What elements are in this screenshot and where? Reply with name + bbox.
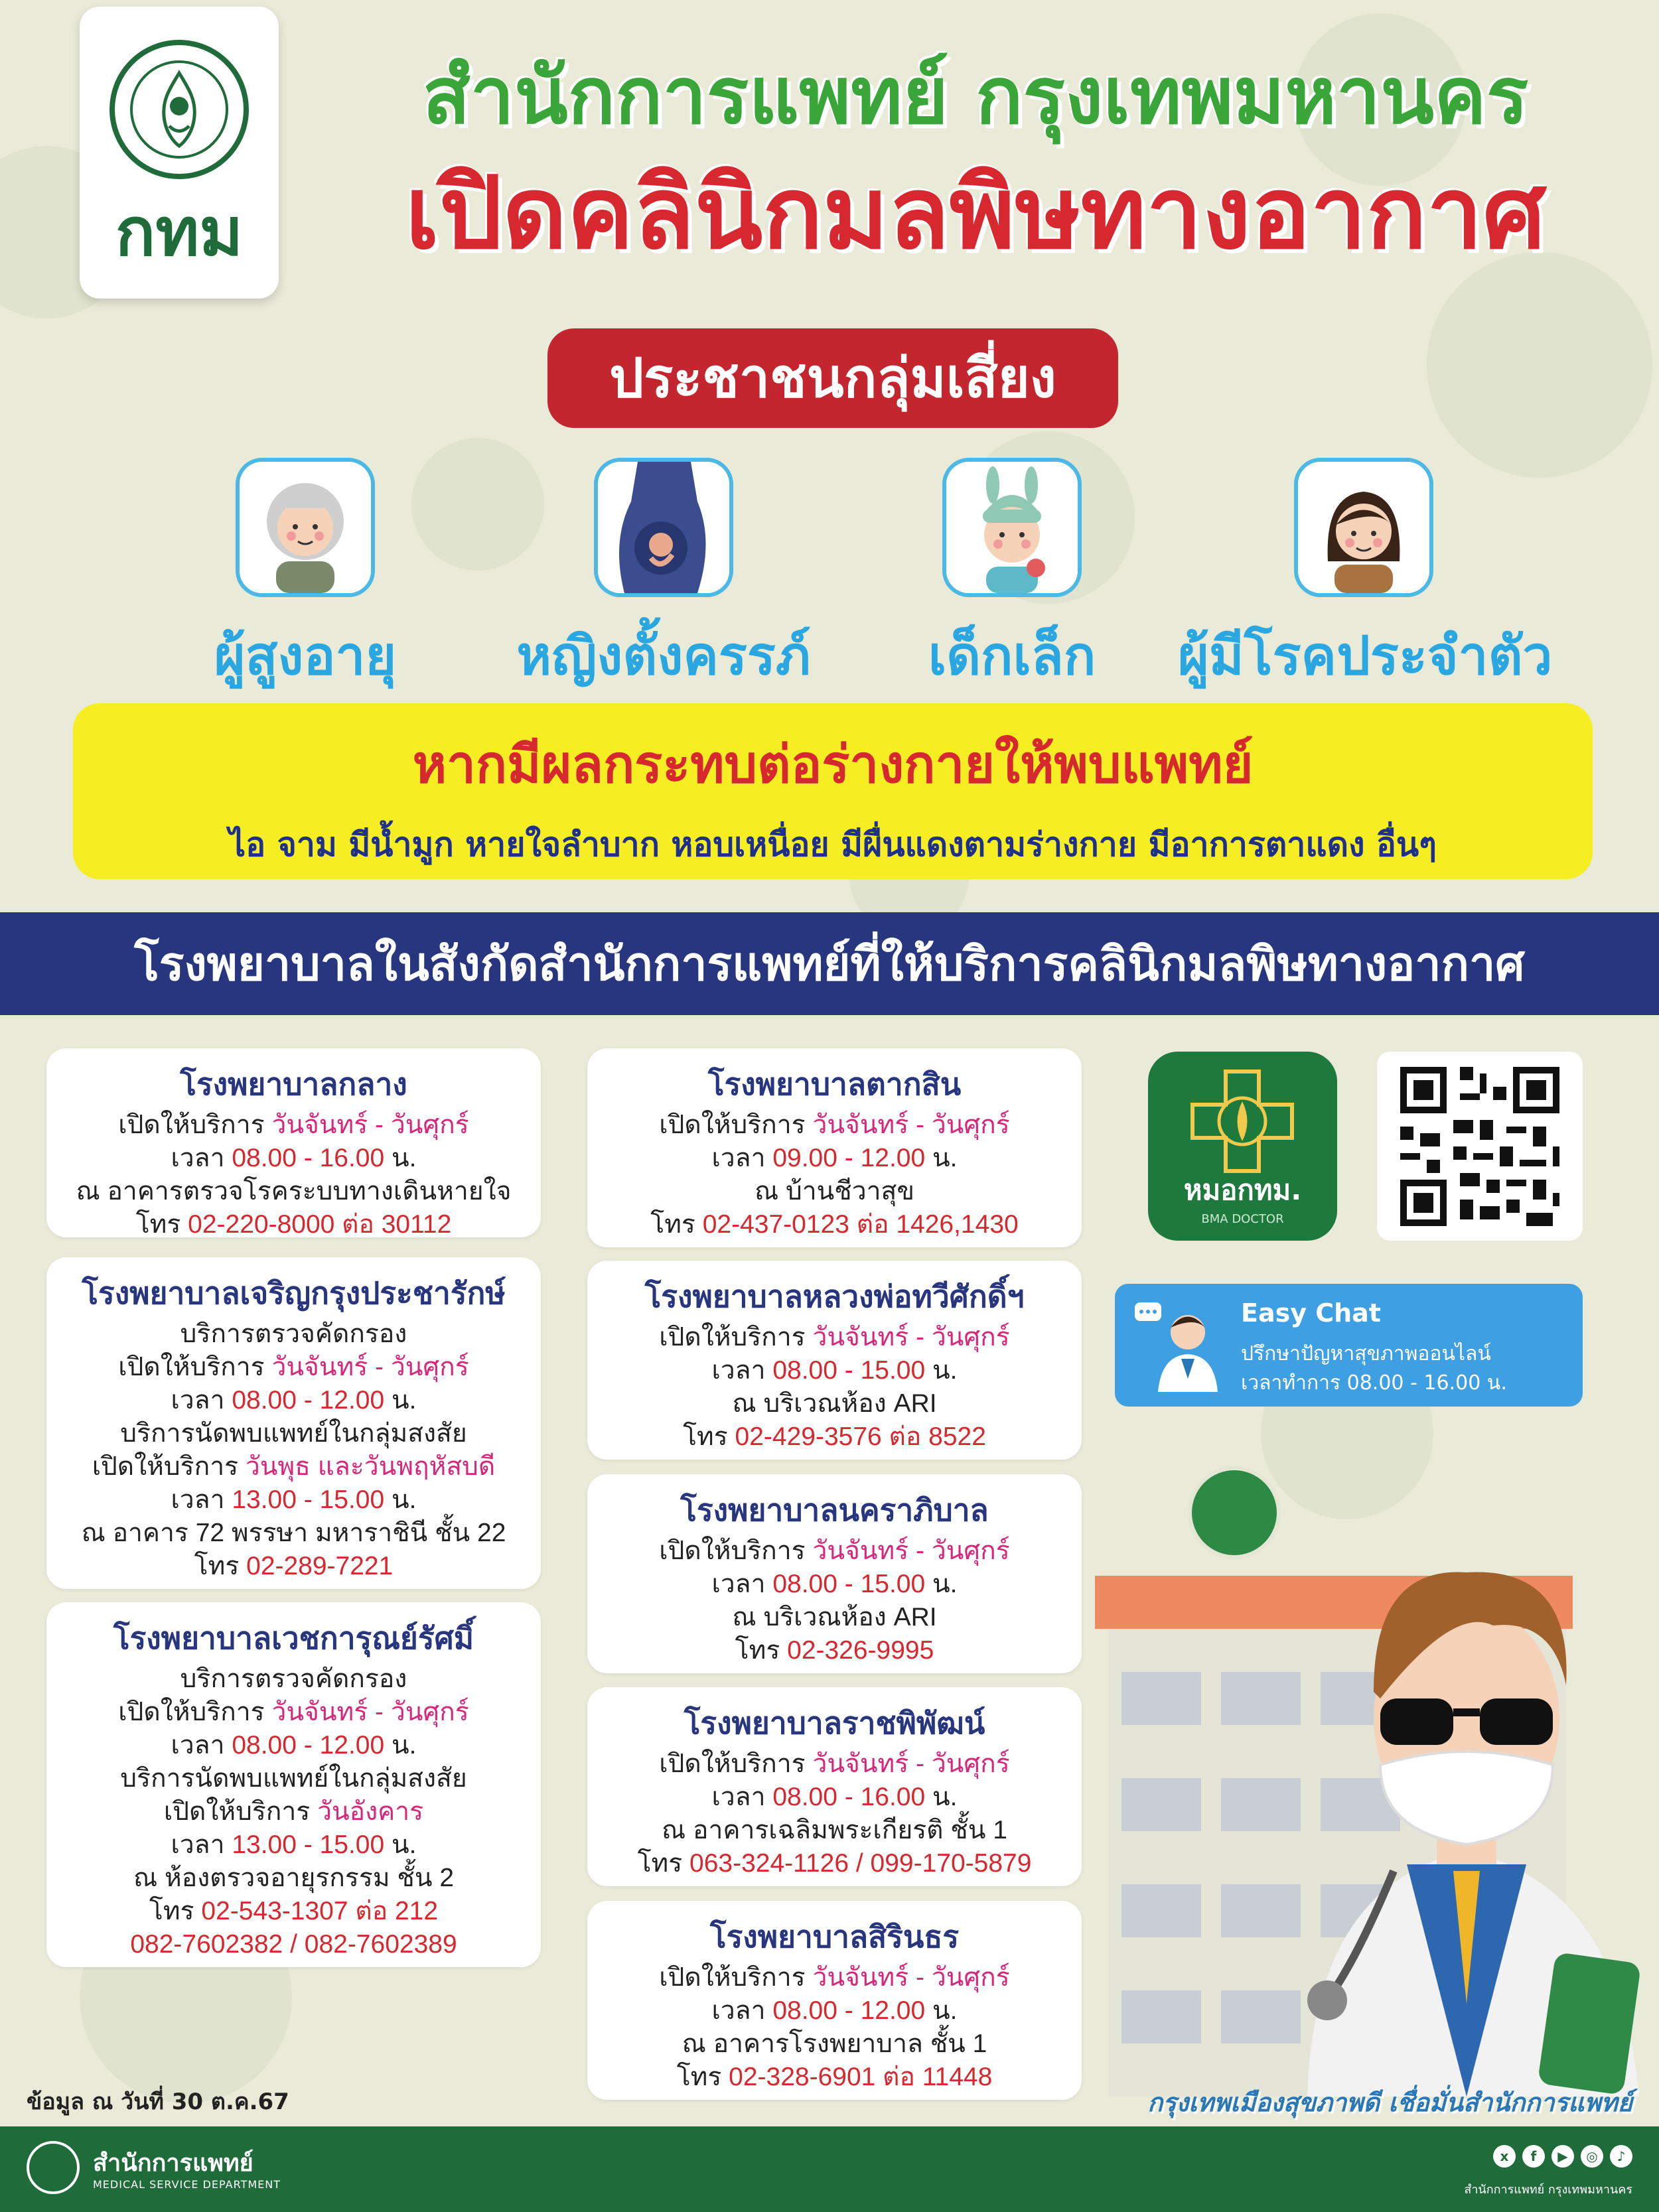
social-links [1493,2145,1632,2168]
hospital-card-wetchakarun [46,1602,541,1967]
hospital-name: โรงพยาบาลตากสิน [707,1066,962,1102]
service-days: เปิดให้บริการ วันจันทร์ - วันศุกร์ [659,1537,1010,1565]
service-hours: เวลา 08.00 - 12.00 น. [711,1996,958,2025]
service-days: เปิดให้บริการ วันพุธ และวันพฤหัสบดี [92,1452,496,1481]
risk-group-heading: ประชาชนกลุ่มเสี่ยง [547,328,1118,428]
service-type: บริการนัดพบแพทย์ในกลุ่มสงสัย [120,1419,467,1448]
chronic-patient-icon [1294,458,1433,597]
service-location: ณ อาคาร 72 พรรษา มหาราชินี ชั้น 22 [81,1519,506,1547]
service-days: เปิดให้บริการ วันจันทร์ - วันศุกร์ [659,1750,1010,1778]
hospital-card-nakhonphiban [587,1474,1082,1673]
service-hours: เวลา 08.00 - 16.00 น. [711,1783,958,1811]
phone-number[interactable]: โทร 02-328-6901 ต่อ 11448 [676,2063,993,2091]
easy-chat-card[interactable] [1115,1284,1583,1407]
doctor-chat-icon [1131,1296,1231,1395]
service-hours: เวลา 08.00 - 15.00 น. [711,1570,958,1598]
hospital-card-charoenkrung [46,1257,541,1589]
phone-number[interactable]: โทร 02-437-0123 ต่อ 1426,1430 [650,1210,1019,1239]
service-days: เปิดให้บริการ วันจันทร์ - วันศุกร์ [659,1111,1010,1139]
app-subtitle: BMA DOCTOR [1201,1212,1284,1226]
hospital-card-sirindhorn [587,1901,1082,2100]
page-title: สำนักการแพทย์ กรุงเทพมหานคร [422,50,1529,141]
service-hours: เวลา 08.00 - 12.00 น. [171,1731,417,1760]
service-days: เปิดให้บริการ วันอังคาร [163,1797,424,1826]
service-type: บริการตรวจคัดกรอง [180,1320,407,1348]
medical-cross-icon [1186,1065,1299,1178]
hospital-name: โรงพยาบาลกลาง [180,1066,407,1102]
hospital-card-ratchaphiphat [587,1687,1082,1886]
phone-number[interactable]: โทร 02-326-9995 [735,1636,934,1665]
service-location: ณ บริเวณห้อง ARI [732,1603,937,1631]
service-days: เปิดให้บริการ วันจันทร์ - วันศุกร์ [118,1353,469,1381]
youtube-icon[interactable]: ▶ [1551,2145,1574,2168]
service-location: ณ บริเวณห้อง ARI [732,1389,937,1418]
easy-chat-hours: เวลาทำการ 08.00 - 16.00 น. [1241,1371,1507,1395]
bma-doctor-app-icon[interactable] [1148,1052,1337,1241]
service-days: เปิดให้บริการ วันจันทร์ - วันศุกร์ [118,1111,469,1139]
bma-abbreviation: กทม [115,193,244,271]
hospital-name: โรงพยาบาลนคราภิบาล [680,1492,989,1528]
data-date: ข้อมูล ณ วันที่ 30 ต.ค.67 [27,2089,289,2115]
service-hours: เวลา 08.00 - 12.00 น. [171,1386,417,1415]
warning-symptoms: ไอ จาม มีน้ำมูก หายใจลำบาก หอบเหนื่อย มีผื่นแดงตามร่างกาย มีอาการตาแดง อื่นๆ [229,825,1437,864]
service-days: เปิดให้บริการ วันจันทร์ - วันศุกร์ [659,1323,1010,1351]
bma-logo-card [80,7,279,299]
hospital-name: โรงพยาบาลราชพิพัฒน์ [684,1705,985,1741]
department-seal-icon [27,2141,80,2194]
service-location: ณ บ้านชีวาสุข [754,1177,915,1206]
doctor-illustration [1095,1407,1659,2097]
page-subtitle: เปิดคลินิกมลพิษทางอากาศ [405,156,1546,271]
slogan: กรุงเทพเมืองสุขภาพดี เชื่อมั่นสำนักการแพทย์ [1147,2088,1632,2117]
service-hours: เวลา 13.00 - 15.00 น. [171,1831,417,1859]
risk-label-child: เด็กเล็ก [928,625,1096,687]
hospital-card-taksin [587,1048,1082,1247]
warning-box [73,703,1593,879]
service-hours: เวลา 13.00 - 15.00 น. [171,1486,417,1514]
hospital-name: โรงพยาบาลสิรินธร [709,1919,960,1955]
service-type: บริการนัดพบแพทย์ในกลุ่มสงสัย [120,1764,467,1793]
phone-number[interactable]: โทร 02-543-1307 ต่อ 212 [149,1897,439,1925]
warning-title: หากมีผลกระทบต่อร่างกายให้พบแพทย์ [412,735,1254,795]
phone-number[interactable]: โทร 063-324-1126 / 099-170-5879 [637,1849,1032,1878]
footer-organization: สำนักการแพทย์ กรุงเทพมหานคร [1464,2183,1632,2197]
facebook-icon[interactable]: f [1522,2145,1545,2168]
phone-number-mobile[interactable]: 082-7602382 / 082-7602389 [130,1930,457,1959]
risk-label-chronic: ผู้มีโรคประจำตัว [1178,625,1553,687]
easy-chat-description: ปรึกษาปัญหาสุขภาพออนไลน์ [1241,1342,1491,1365]
service-hours: เวลา 09.00 - 12.00 น. [711,1144,958,1172]
pregnant-woman-icon [594,458,733,597]
risk-label-pregnant: หญิงตั้งครรภ์ [516,625,811,687]
risk-group-elderly [119,458,491,698]
service-hours: เวลา 08.00 - 15.00 น. [711,1356,958,1385]
child-icon [942,458,1082,597]
hospital-name: โรงพยาบาลหลวงพ่อทวีศักดิ์ฯ [644,1279,1025,1314]
service-type: บริการตรวจคัดกรอง [180,1665,407,1693]
service-location: ณ ห้องตรวจอายุรกรรม ชั้น 2 [133,1864,455,1892]
risk-label-elderly: ผู้สูงอายุ [214,625,397,687]
service-location: ณ อาคารเฉลิมพระเกียรติ ชั้น 1 [662,1816,1007,1844]
qr-code[interactable] [1377,1052,1583,1241]
hospital-name: โรงพยาบาลเวชการุณย์รัศมิ์ [113,1620,474,1656]
x-icon[interactable]: x [1493,2145,1516,2168]
service-hours: เวลา 08.00 - 16.00 น. [171,1144,417,1172]
tiktok-icon[interactable]: ♪ [1610,2145,1632,2168]
risk-group-pregnant [478,458,849,698]
bma-seal-icon [109,40,249,179]
footer [0,2126,1659,2212]
phone-number[interactable]: โทร 02-429-3576 ต่อ 8522 [683,1422,986,1451]
service-location: ณ อาคารโรงพยาบาล ชั้น 1 [682,2030,987,2058]
app-name: หมอกทม. [1183,1174,1302,1206]
instagram-icon[interactable]: ◎ [1581,2145,1603,2168]
footer-department: สำนักการแพทย์ [93,2150,253,2177]
service-location: ณ อาคารตรวจโรคระบบทางเดินหายใจ [76,1177,512,1206]
phone-number[interactable]: โทร 02-289-7221 [194,1552,394,1580]
footer-department-en: MEDICAL SERVICE DEPARTMENT [93,2178,281,2191]
phone-number[interactable]: โทร 02-220-8000 ต่อ 30112 [135,1210,452,1239]
risk-group-child [826,458,1198,698]
service-days: เปิดให้บริการ วันจันทร์ - วันศุกร์ [659,1963,1010,1992]
hospital-section-title: โรงพยาบาลในสังกัดสำนักการแพทย์ที่ให้บริการคลินิกมลพิษทางอากาศ [0,912,1659,1015]
background-bubble [1427,252,1652,478]
service-days: เปิดให้บริการ วันจันทร์ - วันศุกร์ [118,1698,469,1726]
hospital-name: โรงพยาบาลเจริญกรุงประชารักษ์ [82,1275,506,1311]
elderly-icon [236,458,375,597]
hospital-card-klang [46,1048,541,1237]
easy-chat-title: Easy Chat [1241,1298,1381,1328]
hospital-card-luangpor [587,1261,1082,1460]
risk-group-chronic [1178,458,1553,698]
